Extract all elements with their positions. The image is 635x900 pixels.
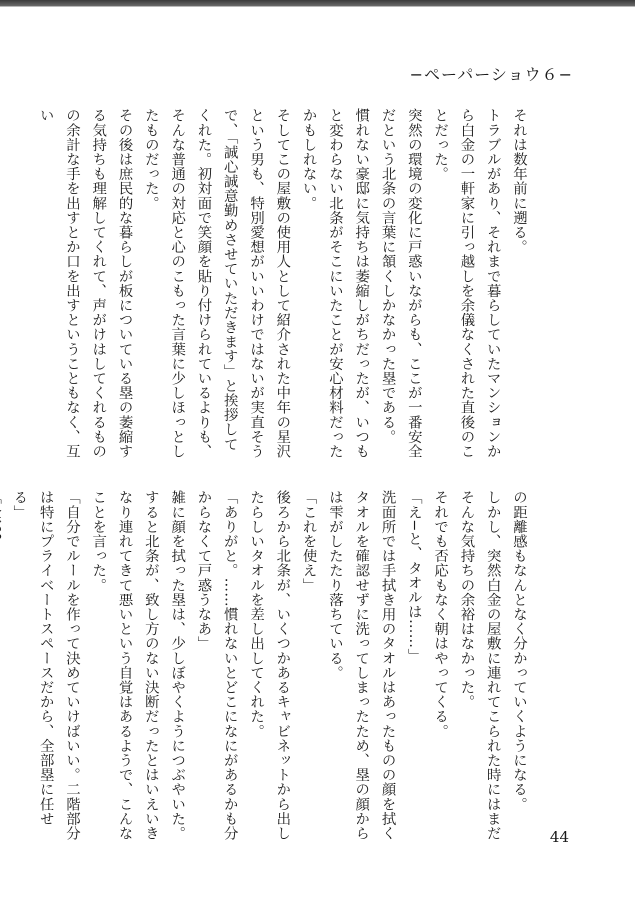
paragraph: そしてこの屋敷の使用人として紹介された中年の星沢という男も、特別愛想がいいわけではないが実直そうで、「誠心誠意勤めさせていただきます」と挨拶してくれた。初対面で笑顔を貼り付けられているよりも、そんな普通の対応と心のこもった言葉に少しほっとしたものだった。 xyxy=(142,108,291,459)
dialogue-line: 「これを使え」 xyxy=(300,490,317,593)
paragraph: それは数年前に遡る。 xyxy=(511,108,527,254)
page-number: 44 xyxy=(549,828,569,846)
paragraph: その後は庶民的な暮らしが板についている塁の萎縮する気持ちも理解してくれて、声がけはしてくれるものの余計な手を出すとか口を出すということもなく、互い xyxy=(37,108,133,459)
paragraph: 雑に顔を拭った塁は、少しぼやくようにつぶやいた。すると北条が、致し方のない決断だったとはいえいきなり連れてきて悪いという自覚はあるようで、こんなことを言った。 xyxy=(90,490,186,841)
dialogue-line: 「ありがと。……慣れないとどこになにがあるかも分からなくて戸惑うなあ」 xyxy=(195,490,238,841)
paragraph: 突然の環境の変化に戸惑いながらも、ここが一番安全だという北条の言葉に頷くしかなかった塁である。 xyxy=(379,108,422,459)
dialogue-line: 「自分でルールを作って決めていけばいい。二階部分は特にプライベートスペースだから、全部塁に任せる」 xyxy=(11,490,80,841)
paragraph: それでも否応もなく朝はやってくる。 xyxy=(432,490,449,739)
paragraph: しかし、突然白金の屋敷に連れてこられた時にはまだそんな気持ちの余裕はなかった。 xyxy=(458,490,501,841)
paragraph: 慣れない豪邸に気持ちは萎縮しがちだったが、いつもと変わらない北条がそこにいたことが安心材料だったかもしれない。 xyxy=(300,108,370,459)
paragraph: の距離感もなんとなく分かっていくようになる。 xyxy=(511,490,527,812)
text-block-upper xyxy=(32,108,532,460)
dialogue-line: 「え−と、タオルは……」 xyxy=(405,490,422,663)
paragraph: 洗面所では手拭き用のタオルはあったものの顔を拭くタオルを確認せずに洗ってしまったため、塁の顔からは雫がしたたり落ちている。 xyxy=(326,490,396,841)
dialogue-line xyxy=(0,490,6,842)
text-block-lower xyxy=(0,490,532,842)
running-header: −ペーパーショウ６− xyxy=(409,65,573,84)
top-border-line xyxy=(0,6,635,7)
paragraph: 後ろから北条が、いくつかあるキャビネットから出したらしいタオルを差し出してくれた。 xyxy=(248,490,291,841)
paragraph: トラブルがあり、それまで暮らしていたマンションから白金の一軒家に引っ越しを余儀なくされた直後のことだった。 xyxy=(432,108,501,459)
